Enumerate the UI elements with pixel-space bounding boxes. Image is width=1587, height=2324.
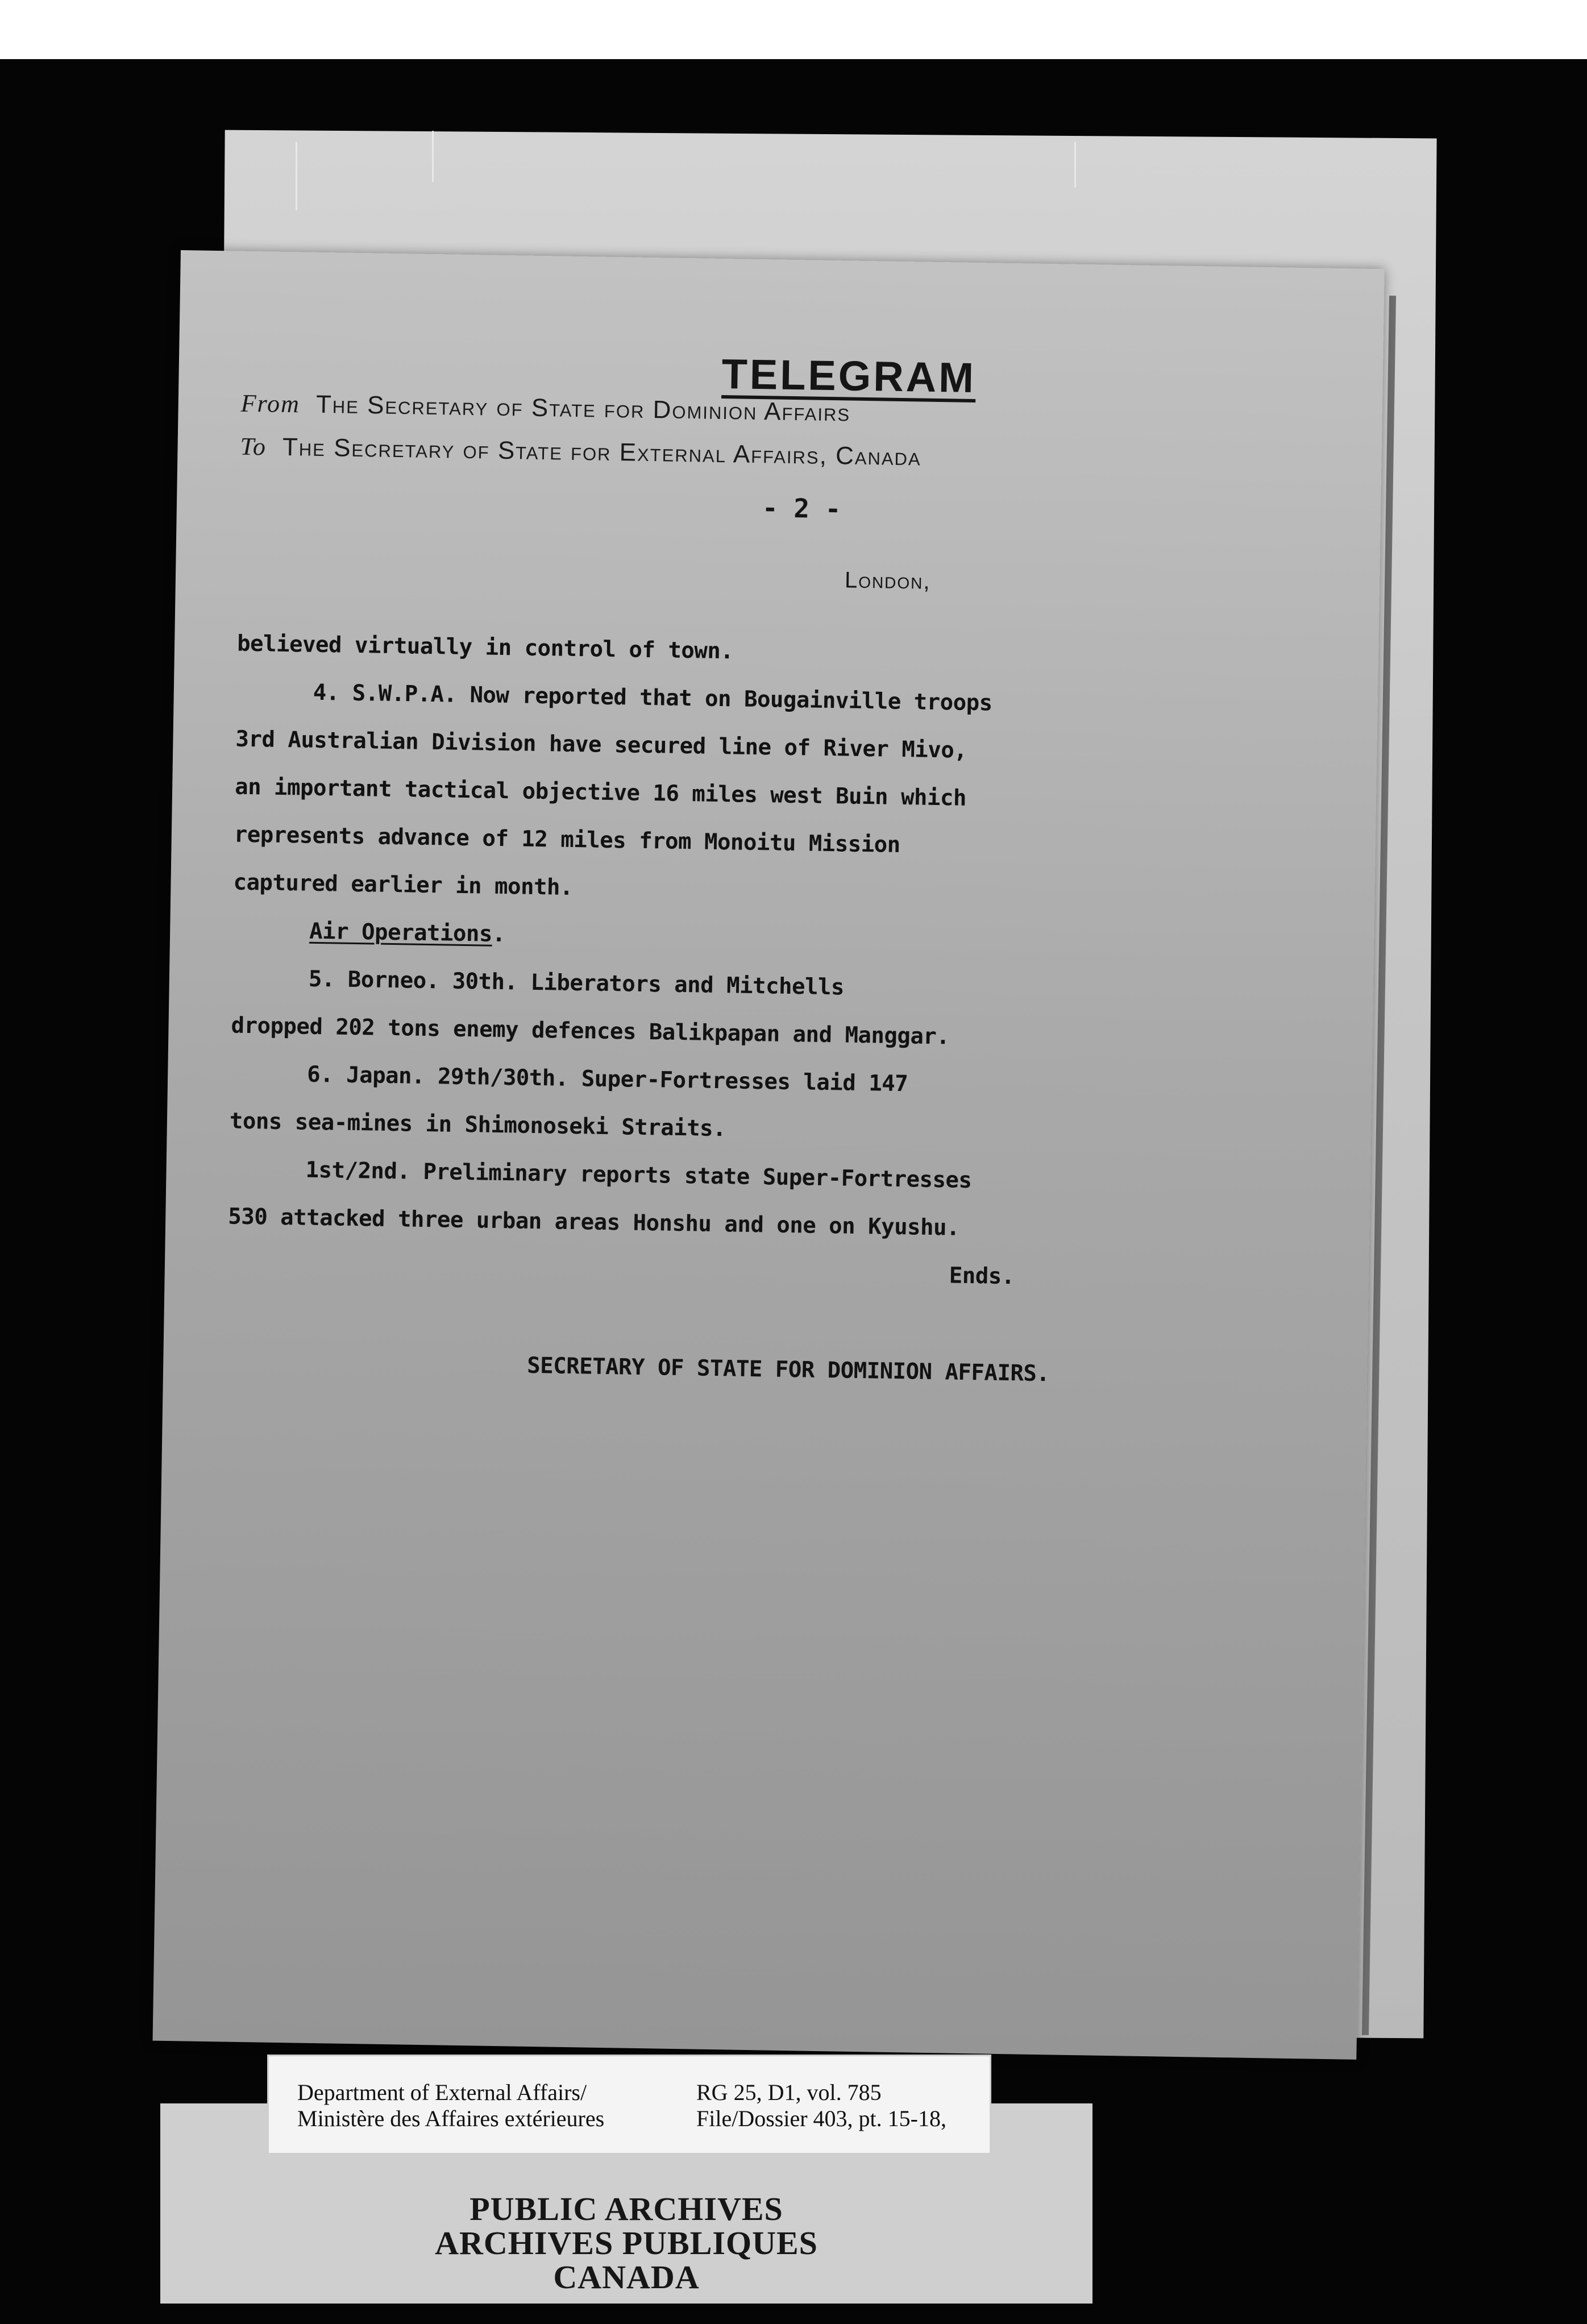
from-label: From — [240, 389, 301, 418]
body-line: 3rd Australian Division have secured line of River Mivo, — [235, 726, 967, 763]
body-line: 530 attacked three urban areas Honshu and one on Kyushu. — [227, 1204, 960, 1241]
body-line: 6. Japan. 29th/30th. Super-Fortresses laid 147 — [306, 1061, 908, 1097]
section-heading: Air Operations. — [309, 918, 506, 948]
to-label: To — [240, 432, 267, 461]
city-line: London, — [844, 567, 931, 594]
telegram-page — [153, 250, 1385, 2060]
ends-line: Ends. — [949, 1263, 1015, 1290]
dept-fr: Ministère des Affaires extérieures — [297, 2106, 605, 2131]
dept-en: Department of External Affairs/ — [297, 2080, 587, 2105]
scratch-mark — [296, 142, 297, 210]
section-heading-text: Air Operations — [309, 918, 493, 947]
body-line: 1st/2nd. Preliminary reports state Super-Fortresses — [305, 1157, 972, 1194]
stamp-line-2: ARCHIVES PUBLIQUES — [435, 2225, 818, 2261]
stamp-line-3: CANADA — [553, 2259, 700, 2296]
ref-file: File/Dossier 403, pt. 15-18, — [696, 2106, 946, 2131]
body-line: tons sea-mines in Shimonoseki Straits. — [229, 1108, 726, 1142]
to-line — [240, 432, 921, 472]
scratch-mark — [1074, 142, 1076, 188]
body-line: 4. S.W.P.A. Now reported that on Bougainville troops — [313, 679, 992, 716]
body-line: believed virtually in control of town. — [236, 630, 734, 665]
body-line: captured earlier in month. — [233, 869, 574, 900]
scratch-mark — [432, 131, 434, 182]
ref-volume: RG 25, D1, vol. 785 — [696, 2080, 882, 2105]
page-number: - 2 - — [762, 492, 841, 525]
archive-reference-label — [267, 2055, 991, 2155]
page-title: TELEGRAM — [721, 350, 977, 401]
body-line: dropped 202 tons enemy defences Balikpapan and Manggar. — [231, 1012, 950, 1050]
to-text: The Secretary of State for External Affairs, Canada — [282, 433, 922, 471]
body-line: an important tactical objective 16 miles west Buin which — [234, 774, 967, 811]
signature-line: SECRETARY OF STATE FOR DOMINION AFFAIRS. — [526, 1352, 1050, 1387]
stamp-line-1: PUBLIC ARCHIVES — [470, 2190, 783, 2227]
body-line: represents advance of 12 miles from Monoitu Mission — [234, 821, 901, 858]
from-text: The Secretary of State for Dominion Affairs — [315, 390, 851, 427]
body-line: 5. Borneo. 30th. Liberators and Mitchells — [308, 966, 845, 1001]
